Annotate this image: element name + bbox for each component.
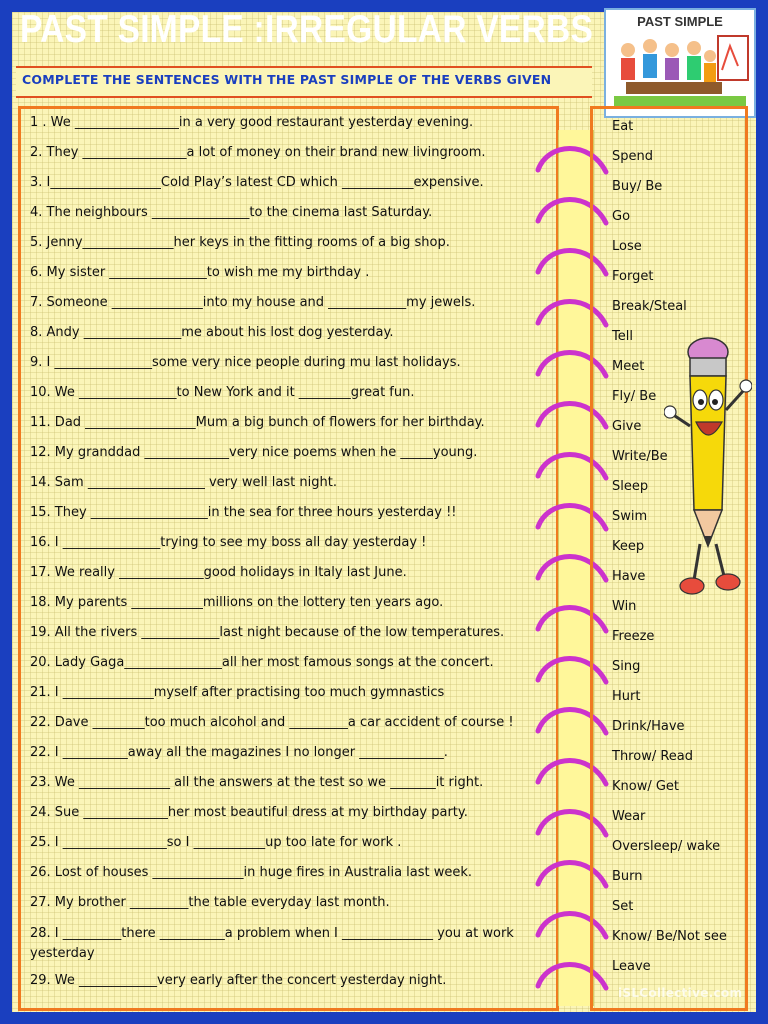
- sentence-item: 28. I _________there __________a problem when I ______________ you at work yesterday: [30, 926, 514, 961]
- sentence-item: 18. My parents ___________millions on the lottery ten years ago.: [30, 595, 444, 610]
- verb-item: Lose: [612, 239, 642, 254]
- sentence-item: 2. They ________________a lot of money on their brand new livingroom.: [30, 145, 486, 160]
- verb-item: Forget: [612, 269, 654, 284]
- verb-item: Drink/Have: [612, 719, 685, 734]
- sentence-item: 23. We ______________ all the answers at the test so we _______it right.: [30, 775, 484, 790]
- verb-item: Leave: [612, 959, 651, 974]
- verb-item: Tell: [612, 329, 633, 344]
- site-watermark: iSLCollective.com: [618, 986, 743, 1000]
- verb-item: Have: [612, 569, 646, 584]
- sentence-item: 16. I _______________trying to see my boss all day yesterday !: [30, 535, 427, 550]
- sentence-item: 15. They __________________in the sea for three hours yesterday !!: [30, 505, 457, 520]
- sentence-item: 5. Jenny______________her keys in the fitting rooms of a big shop.: [30, 235, 450, 250]
- verb-item: Oversleep/ wake: [612, 839, 721, 854]
- verb-item: Wear: [612, 809, 646, 824]
- sentence-item: 26. Lost of houses ______________in huge fires in Australia last week.: [30, 865, 473, 880]
- sentence-item: 22. I __________away all the magazines I no longer _____________.: [30, 745, 448, 760]
- verb-item: Break/Steal: [612, 299, 687, 314]
- verb-item: Keep: [612, 539, 645, 554]
- sentence-item: 24. Sue _____________her most beautiful dress at my birthday party.: [30, 805, 468, 820]
- verb-item: Buy/ Be: [612, 179, 663, 194]
- sentence-item: 14. Sam __________________ very well last night.: [30, 475, 337, 490]
- sentence-item: 6. My sister _______________to wish me my birthday .: [30, 265, 370, 280]
- sentence-item: 20. Lady Gaga_______________all her most famous songs at the concert.: [30, 655, 494, 670]
- sentence-item: 8. Andy _______________me about his lost dog yesterday.: [30, 325, 394, 340]
- sentence-list: [30, 114, 550, 1002]
- sentence-item: 25. I ________________so I ___________up too late for work .: [30, 835, 402, 850]
- verb-item: Burn: [612, 869, 643, 884]
- verb-item: Set: [612, 899, 634, 914]
- sentence-item: 3. I_________________Cold Play’s latest CD which ___________expensive.: [30, 175, 484, 190]
- verb-item: Know/ Get: [612, 779, 680, 794]
- sentence-item: 19. All the rivers ____________last night because of the low temperatures.: [30, 625, 505, 640]
- verb-item: Sing: [612, 659, 641, 674]
- page-title: PAST SIMPLE :IRREGULAR VERBS: [20, 8, 594, 51]
- verb-item: Swim: [612, 509, 648, 524]
- verb-item: Write/Be: [612, 449, 668, 464]
- sentence-item: 12. My granddad _____________very nice poems when he _____young.: [30, 445, 478, 460]
- verb-item: Sleep: [612, 479, 649, 494]
- sentence-item: 10. We _______________to New York and it ________great fun.: [30, 385, 415, 400]
- sentence-item: 21. I ______________myself after practising too much gymnastics: [30, 685, 445, 700]
- past-simple-logo: [604, 8, 756, 118]
- verb-item: Hurt: [612, 689, 641, 704]
- sentence-item: 4. The neighbours _______________to the cinema last Saturday.: [30, 205, 433, 220]
- sentence-item: 11. Dad _________________Mum a big bunch of flowers for her birthday.: [30, 415, 485, 430]
- sentence-item: 9. I _______________some very nice people during mu last holidays.: [30, 355, 461, 370]
- sentence-item: 1 . We ________________in a very good restaurant yesterday evening.: [30, 115, 474, 130]
- verb-item: Meet: [612, 359, 645, 374]
- verb-item: Eat: [612, 119, 634, 134]
- logo-text: PAST SIMPLE: [637, 14, 723, 29]
- sentence-item: 17. We really _____________good holidays in Italy last June.: [30, 565, 407, 580]
- sentence-item: 27. My brother _________the table everyday last month.: [30, 895, 390, 910]
- pencil-mascot-icon: [664, 330, 752, 610]
- sentence-item: 29. We ____________very early after the concert yesterday night.: [30, 973, 447, 988]
- sentence-item: 7. Someone ______________into my house and ____________my jewels.: [30, 295, 476, 310]
- verb-item: Freeze: [612, 629, 655, 644]
- verb-item: Fly/ Be: [612, 389, 657, 404]
- verb-item: Throw/ Read: [612, 749, 694, 764]
- verb-item: Spend: [612, 149, 653, 164]
- instructions-text: COMPLETE THE SENTENCES WITH THE PAST SIMPLE OF THE VERBS GIVEN: [22, 72, 552, 87]
- verb-item: Give: [612, 419, 642, 434]
- verb-item: Go: [612, 209, 631, 224]
- sentence-item: 22. Dave ________too much alcohol and _________a car accident of course !: [30, 715, 514, 730]
- verb-item: Know/ Be/Not see: [612, 929, 727, 944]
- verb-item: Win: [612, 599, 637, 614]
